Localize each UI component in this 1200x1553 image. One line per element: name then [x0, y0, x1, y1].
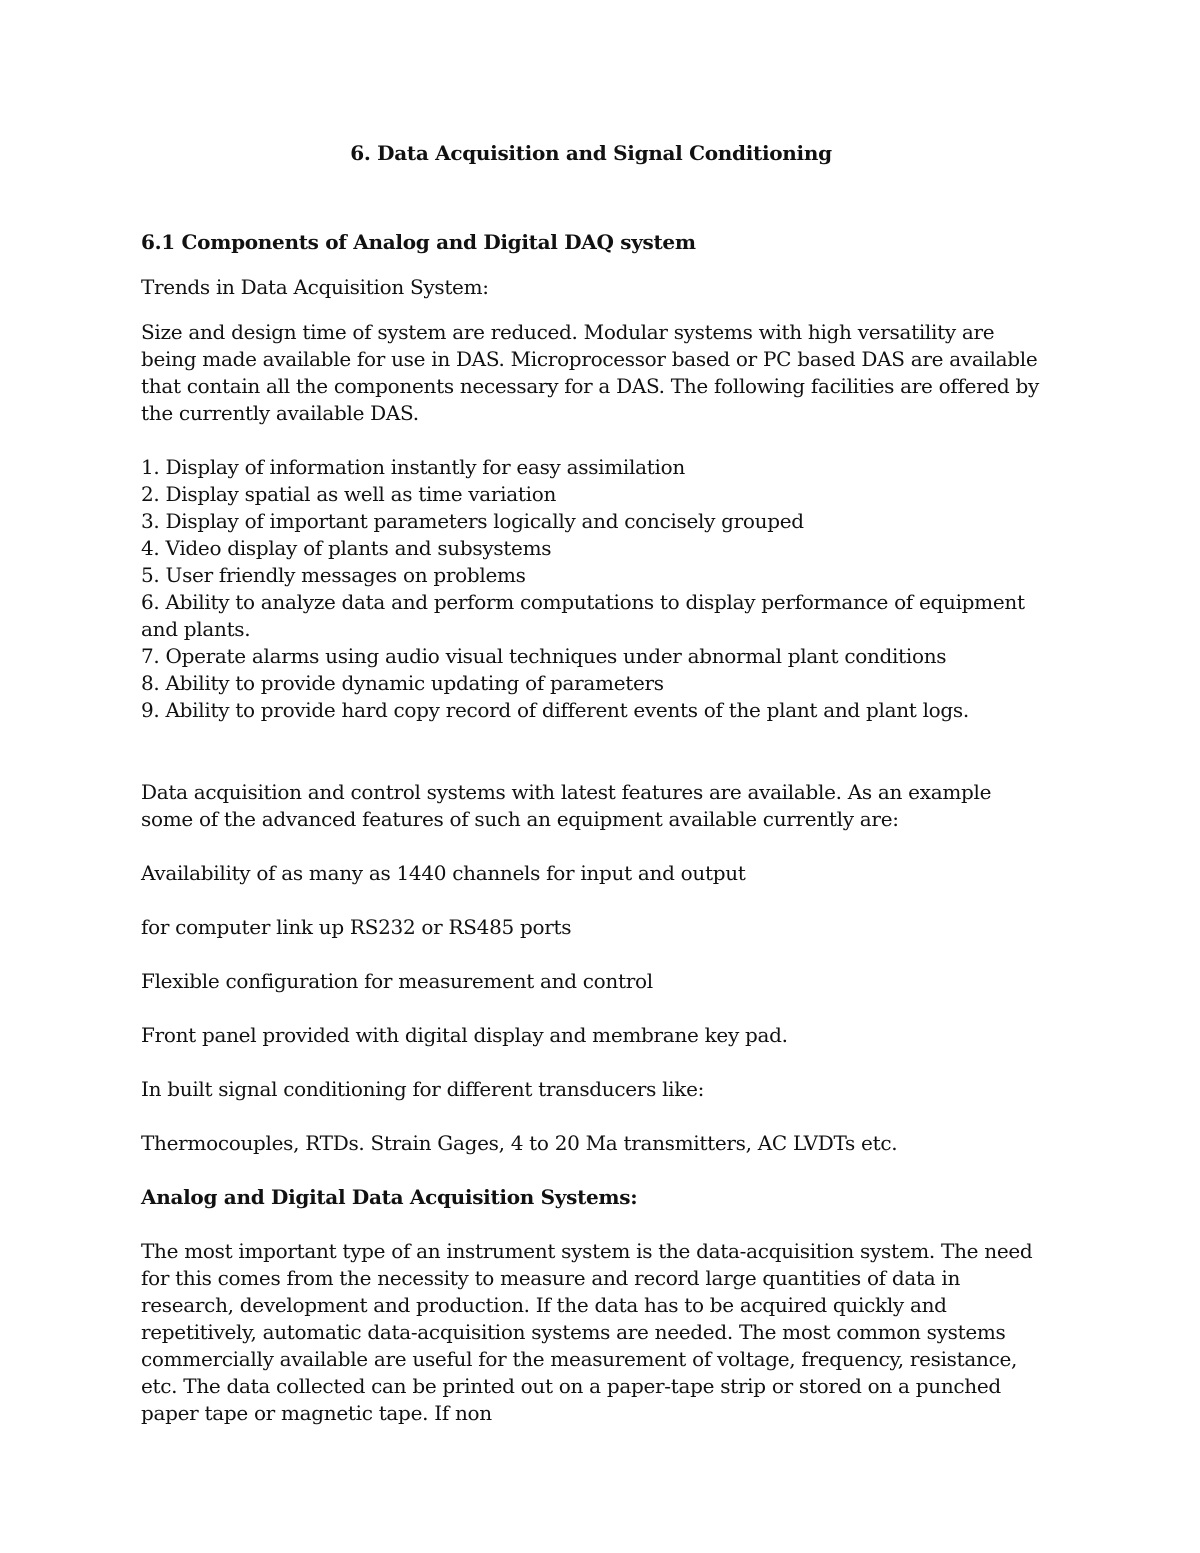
feature-transducers: Thermocouples, RTDs. Strain Gages, 4 to 20 Ma transmitters, AC LVDTs etc.	[141, 1131, 898, 1155]
trends-label: Trends in Data Acquisition System:	[141, 275, 489, 299]
list-item: 9. Ability to provide hard copy record of different events of the plant and plant logs.	[141, 698, 969, 722]
intro-paragraph: Size and design time of system are reduced. Modular systems with high versatility are being made available for use in DAS. Microprocessor based or PC based DAS are available that contain all the components necessary for a DAS. The following facilities are offered by the currently available DAS.	[141, 320, 1039, 425]
document-title: 6. Data Acquisition and Signal Conditioning	[350, 141, 832, 165]
section-heading: 6.1 Components of Analog and Digital DAQ system	[141, 230, 696, 254]
features-intro: Data acquisition and control systems with latest features are available. As an example some of the advanced features of such an equipment available currently are:	[141, 780, 992, 831]
feature-panel: Front panel provided with digital display and membrane key pad.	[141, 1023, 788, 1047]
list-item: 1. Display of information instantly for easy assimilation	[141, 455, 685, 479]
list-item: 2. Display spatial as well as time variation	[141, 482, 557, 506]
feature-conditioning: In built signal conditioning for different transducers like:	[141, 1077, 705, 1101]
list-item: 8. Ability to provide dynamic updating of parameters	[141, 671, 664, 695]
list-item: 7. Operate alarms using audio visual techniques under abnormal plant conditions	[141, 644, 947, 668]
feature-channels: Availability of as many as 1440 channels for input and output	[141, 861, 746, 885]
subsection-heading: Analog and Digital Data Acquisition Systems:	[141, 1185, 638, 1209]
list-item: 3. Display of important parameters logically and concisely grouped	[141, 509, 804, 533]
list-item: 5. User friendly messages on problems	[141, 563, 526, 587]
document-body	[141, 140, 1041, 1427]
feature-ports: for computer link up RS232 or RS485 ports	[141, 915, 572, 939]
feature-config: Flexible configuration for measurement and control	[141, 969, 653, 993]
list-item: 4. Video display of plants and subsystems	[141, 536, 552, 560]
list-item: 6. Ability to analyze data and perform computations to display performance of equipment and plants.	[141, 590, 1025, 641]
facilities-list	[141, 454, 1041, 724]
final-paragraph: The most important type of an instrument system is the data-acquisition system. The need for this comes from the necessity to measure and record large quantities of data in research, development and production. If the data has to be acquired quickly and repetitively, automatic data-acquisition systems are needed. The most common systems commercially available are useful for the measurement of voltage, frequency, resistance, etc. The data collected can be printed out on a paper-tape strip or stored on a punched paper tape or magnetic tape. If non	[141, 1239, 1033, 1425]
